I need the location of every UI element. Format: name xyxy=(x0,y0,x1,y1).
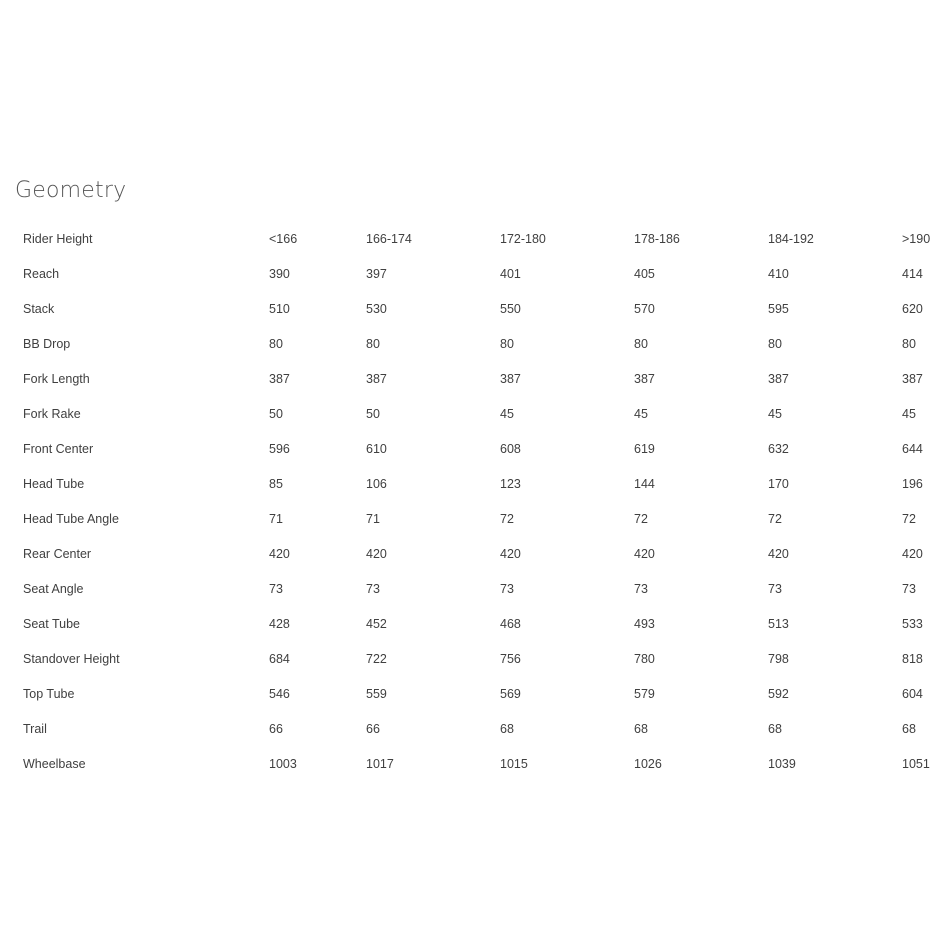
table-cell: 559 xyxy=(366,687,387,701)
table-row xyxy=(0,467,950,502)
table-cell: 420 xyxy=(634,547,655,561)
row-label: Head Tube Angle xyxy=(23,512,119,526)
table-cell: 123 xyxy=(500,477,521,491)
table-cell: 390 xyxy=(269,267,290,281)
table-cell: 405 xyxy=(634,267,655,281)
table-cell: 72 xyxy=(500,512,514,526)
table-row xyxy=(0,677,950,712)
table-cell: 80 xyxy=(269,337,283,351)
row-label: Top Tube xyxy=(23,687,75,701)
table-cell: 1017 xyxy=(366,757,394,771)
table-cell: 798 xyxy=(768,652,789,666)
table-cell: 387 xyxy=(768,372,789,386)
table-cell: 550 xyxy=(500,302,521,316)
table-cell: 80 xyxy=(768,337,782,351)
table-cell: 45 xyxy=(634,407,648,421)
table-cell: 387 xyxy=(902,372,923,386)
table-cell: 73 xyxy=(768,582,782,596)
header-size: >190 xyxy=(902,232,931,246)
table-cell: 196 xyxy=(902,477,923,491)
geometry-table xyxy=(0,222,950,782)
table-cell: 80 xyxy=(902,337,916,351)
row-label: Rear Center xyxy=(23,547,92,561)
table-cell: 644 xyxy=(902,442,923,456)
table-row xyxy=(0,502,950,537)
table-cell: 620 xyxy=(902,302,923,316)
table-row xyxy=(0,572,950,607)
table-cell: 45 xyxy=(500,407,514,421)
table-cell: 608 xyxy=(500,442,521,456)
row-label: Seat Tube xyxy=(23,617,80,631)
table-body xyxy=(0,257,950,782)
header-size: <166 xyxy=(269,232,298,246)
page-title: Geometry xyxy=(15,178,127,203)
row-label: Fork Length xyxy=(23,372,90,386)
row-label: Seat Angle xyxy=(23,582,84,596)
header-size: 172-180 xyxy=(500,232,546,246)
table-cell: 73 xyxy=(634,582,648,596)
table-cell: 610 xyxy=(366,442,387,456)
table-cell: 68 xyxy=(500,722,514,736)
table-cell: 71 xyxy=(366,512,380,526)
table-cell: 595 xyxy=(768,302,789,316)
table-cell: 596 xyxy=(269,442,290,456)
row-label: Reach xyxy=(23,267,60,281)
table-cell: 546 xyxy=(269,687,290,701)
row-label: Wheelbase xyxy=(23,757,86,771)
table-cell: 420 xyxy=(902,547,923,561)
table-cell: 401 xyxy=(500,267,521,281)
table-cell: 66 xyxy=(366,722,380,736)
table-cell: 72 xyxy=(902,512,916,526)
table-cell: 414 xyxy=(902,267,923,281)
table-cell: 452 xyxy=(366,617,387,631)
table-cell: 604 xyxy=(902,687,923,701)
table-cell: 513 xyxy=(768,617,789,631)
table-cell: 73 xyxy=(269,582,283,596)
table-cell: 68 xyxy=(768,722,782,736)
table-cell: 410 xyxy=(768,267,789,281)
table-cell: 387 xyxy=(269,372,290,386)
table-cell: 530 xyxy=(366,302,387,316)
table-cell: 80 xyxy=(500,337,514,351)
table-cell: 632 xyxy=(768,442,789,456)
table-cell: 80 xyxy=(366,337,380,351)
table-header-row xyxy=(0,222,950,257)
table-cell: 570 xyxy=(634,302,655,316)
table-cell: 68 xyxy=(902,722,916,736)
table-cell: 80 xyxy=(634,337,648,351)
table-cell: 85 xyxy=(269,477,283,491)
table-cell: 420 xyxy=(768,547,789,561)
row-label: Standover Height xyxy=(23,652,120,666)
table-cell: 420 xyxy=(269,547,290,561)
table-cell: 684 xyxy=(269,652,290,666)
table-cell: 72 xyxy=(768,512,782,526)
table-cell: 45 xyxy=(902,407,916,421)
table-cell: 1039 xyxy=(768,757,796,771)
table-row xyxy=(0,292,950,327)
row-label: Front Center xyxy=(23,442,94,456)
table-row xyxy=(0,362,950,397)
table-row xyxy=(0,397,950,432)
row-label: Trail xyxy=(23,722,47,736)
table-cell: 1015 xyxy=(500,757,528,771)
header-size: 184-192 xyxy=(768,232,814,246)
table-cell: 533 xyxy=(902,617,923,631)
table-cell: 756 xyxy=(500,652,521,666)
table-cell: 420 xyxy=(500,547,521,561)
table-row xyxy=(0,642,950,677)
table-cell: 579 xyxy=(634,687,655,701)
table-cell: 66 xyxy=(269,722,283,736)
table-cell: 722 xyxy=(366,652,387,666)
table-cell: 569 xyxy=(500,687,521,701)
row-label: Head Tube xyxy=(23,477,85,491)
table-cell: 45 xyxy=(768,407,782,421)
table-cell: 1026 xyxy=(634,757,662,771)
table-cell: 50 xyxy=(269,407,283,421)
table-cell: 818 xyxy=(902,652,923,666)
table-cell: 73 xyxy=(366,582,380,596)
table-cell: 68 xyxy=(634,722,648,736)
row-label: Fork Rake xyxy=(23,407,81,421)
table-cell: 73 xyxy=(902,582,916,596)
table-cell: 170 xyxy=(768,477,789,491)
table-cell: 387 xyxy=(500,372,521,386)
row-label: Stack xyxy=(23,302,55,316)
table-cell: 619 xyxy=(634,442,655,456)
table-row xyxy=(0,327,950,362)
header-size: 178-186 xyxy=(634,232,680,246)
table-cell: 493 xyxy=(634,617,655,631)
table-row xyxy=(0,607,950,642)
table-cell: 428 xyxy=(269,617,290,631)
table-row xyxy=(0,747,950,782)
table-cell: 1003 xyxy=(269,757,297,771)
table-cell: 72 xyxy=(634,512,648,526)
table-row xyxy=(0,432,950,467)
table-row xyxy=(0,712,950,747)
table-cell: 387 xyxy=(366,372,387,386)
row-label: BB Drop xyxy=(23,337,71,351)
table-cell: 510 xyxy=(269,302,290,316)
table-cell: 106 xyxy=(366,477,387,491)
header-label: Rider Height xyxy=(23,232,93,246)
table-cell: 71 xyxy=(269,512,283,526)
header-size: 166-174 xyxy=(366,232,412,246)
table-cell: 144 xyxy=(634,477,655,491)
table-cell: 420 xyxy=(366,547,387,561)
table-cell: 50 xyxy=(366,407,380,421)
table-cell: 592 xyxy=(768,687,789,701)
table-cell: 73 xyxy=(500,582,514,596)
table-cell: 1051 xyxy=(902,757,930,771)
table-cell: 387 xyxy=(634,372,655,386)
table-cell: 468 xyxy=(500,617,521,631)
table-cell: 397 xyxy=(366,267,387,281)
table-row xyxy=(0,257,950,292)
table-cell: 780 xyxy=(634,652,655,666)
table-row xyxy=(0,537,950,572)
